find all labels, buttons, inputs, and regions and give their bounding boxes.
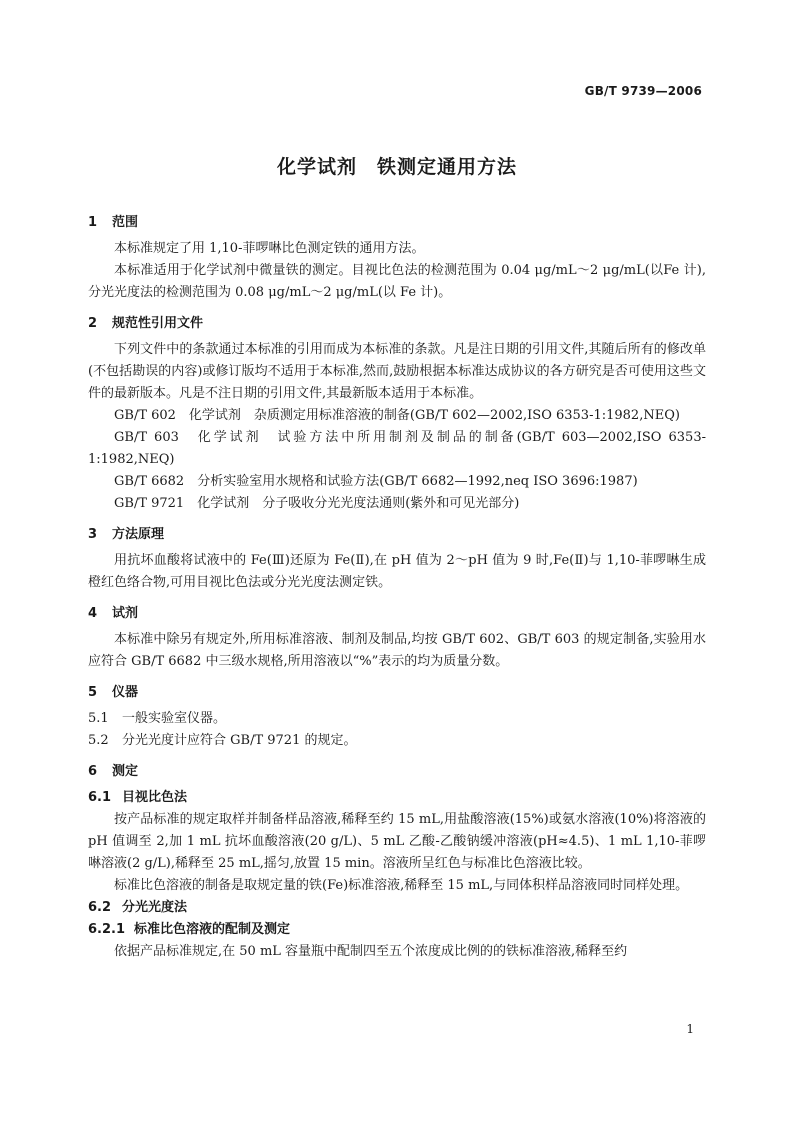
section-4-heading bbox=[88, 603, 706, 625]
section-number: 2 bbox=[88, 316, 98, 331]
section-2-heading bbox=[88, 313, 706, 335]
subsection-6-1-heading bbox=[88, 787, 706, 809]
section-number: 1 bbox=[88, 215, 98, 230]
paragraph: 下列文件中的条款通过本标准的引用而成为本标准的条款。凡是注日期的引用文件,其随后所有的修改单(不包括勘误的内容)或修订版均不适用于本标准,然而,鼓励根据本标准达成协议的各方研究是否可使用这些文件的最新版本。凡是不注日期的引用文件,其最新版本适用于本标准。 bbox=[88, 342, 706, 401]
section-title: 方法原理 bbox=[112, 527, 165, 542]
paragraph: 按产品标准的规定取样并制备样品溶液,稀释至约 15 mL,用盐酸溶液(15%)或氨水溶液(10%)将溶液的 pH 值调至 2,加 1 mL 抗坏血酸溶液(20 g/L)、5 mL 乙酸-乙酸钠缓冲溶液(pH≈4.5)、1 mL 1,10-菲啰啉溶液(2 g/L),稀释至 25 mL,摇匀,放置 15 min。溶液所呈红色与标准比色溶液比较。 bbox=[88, 812, 706, 871]
reference-item: GB/T 9721 化学试剂 分子吸收分光光度法通则(紫外和可见光部分) bbox=[114, 496, 520, 511]
list-item bbox=[88, 730, 706, 752]
paragraph: 用抗坏血酸将试液中的 Fe(Ⅲ)还原为 Fe(Ⅱ),在 pH 值为 2～pH 值为 9 时,Fe(Ⅱ)与 1,10-菲啰啉生成橙红色络合物,可用目视比色法或分光光度法测定铁。 bbox=[88, 553, 706, 590]
section-number: 3 bbox=[88, 527, 98, 542]
section-3-heading bbox=[88, 524, 706, 546]
paragraph: 依据产品标准规定,在 50 mL 容量瓶中配制四至五个浓度成比例的的铁标准溶液,稀释至约 bbox=[114, 944, 628, 959]
section-title: 范围 bbox=[112, 215, 139, 230]
item-number: 5.2 bbox=[88, 733, 109, 748]
section-6-heading bbox=[88, 761, 706, 783]
section-title: 试剂 bbox=[112, 606, 139, 621]
subsection-6-2-heading bbox=[88, 897, 706, 919]
paragraph: 本标准中除另有规定外,所用标准溶液、制剂及制品,均按 GB/T 602、GB/T 603 的规定制备,实验用水应符合 GB/T 6682 中三级水规格,所用溶液以“%”表示的均为质量分数。 bbox=[88, 632, 706, 669]
item-text: 一般实验室仪器。 bbox=[122, 711, 227, 726]
page-number: 1 bbox=[686, 1022, 694, 1036]
paragraph: 本标准规定了用 1,10-菲啰啉比色测定铁的通用方法。 bbox=[114, 241, 425, 256]
document-title: 化学试剂 铁测定通用方法 bbox=[276, 156, 517, 178]
paragraph: 标准比色溶液的制备是取规定量的铁(Fe)标准溶液,稀释至 15 mL,与同体积样品溶液同时同样处理。 bbox=[114, 878, 689, 893]
reference-item: GB/T 6682 分析实验室用水规格和试验方法(GB/T 6682—1992,neq ISO 3696:1987) bbox=[114, 474, 638, 489]
document-body bbox=[88, 212, 706, 963]
subsection-title: 目视比色法 bbox=[122, 790, 188, 805]
section-1-heading bbox=[88, 212, 706, 234]
item-number: 5.1 bbox=[88, 711, 109, 726]
subsection-6-2-1-heading bbox=[88, 919, 706, 941]
section-title: 规范性引用文件 bbox=[112, 316, 204, 331]
section-title: 仪器 bbox=[112, 685, 139, 700]
section-number: 4 bbox=[88, 606, 98, 621]
section-number: 6 bbox=[88, 764, 98, 779]
paragraph: 本标准适用于化学试剂中微量铁的测定。目视比色法的检测范围为 0.04 μg/mL～2 μg/mL(以Fe 计),分光光度法的检测范围为 0.08 μg/mL～2 μg/mL(以 Fe 计)。 bbox=[88, 263, 706, 300]
item-text: 分光光度计应符合 GB/T 9721 的规定。 bbox=[122, 733, 357, 748]
subsection-number: 6.1 bbox=[88, 790, 112, 805]
reference-item: GB/T 603 化学试剂 试验方法中所用制剂及制品的制备(GB/T 603—2002,ISO 6353-1:1982,NEQ) bbox=[88, 430, 706, 467]
section-number: 5 bbox=[88, 685, 98, 700]
subsection-title: 标准比色溶液的配制及测定 bbox=[134, 922, 291, 937]
reference-item: GB/T 602 化学试剂 杂质测定用标准溶液的制备(GB/T 602—2002,ISO 6353-1:1982,NEQ) bbox=[114, 408, 680, 423]
subsection-number: 6.2 bbox=[88, 900, 112, 915]
section-5-heading bbox=[88, 682, 706, 704]
section-title: 测定 bbox=[112, 764, 139, 779]
standard-code: GB/T 9739—2006 bbox=[584, 84, 702, 98]
list-item bbox=[88, 708, 706, 730]
subsection-number: 6.2.1 bbox=[88, 922, 126, 937]
subsection-title: 分光光度法 bbox=[122, 900, 188, 915]
